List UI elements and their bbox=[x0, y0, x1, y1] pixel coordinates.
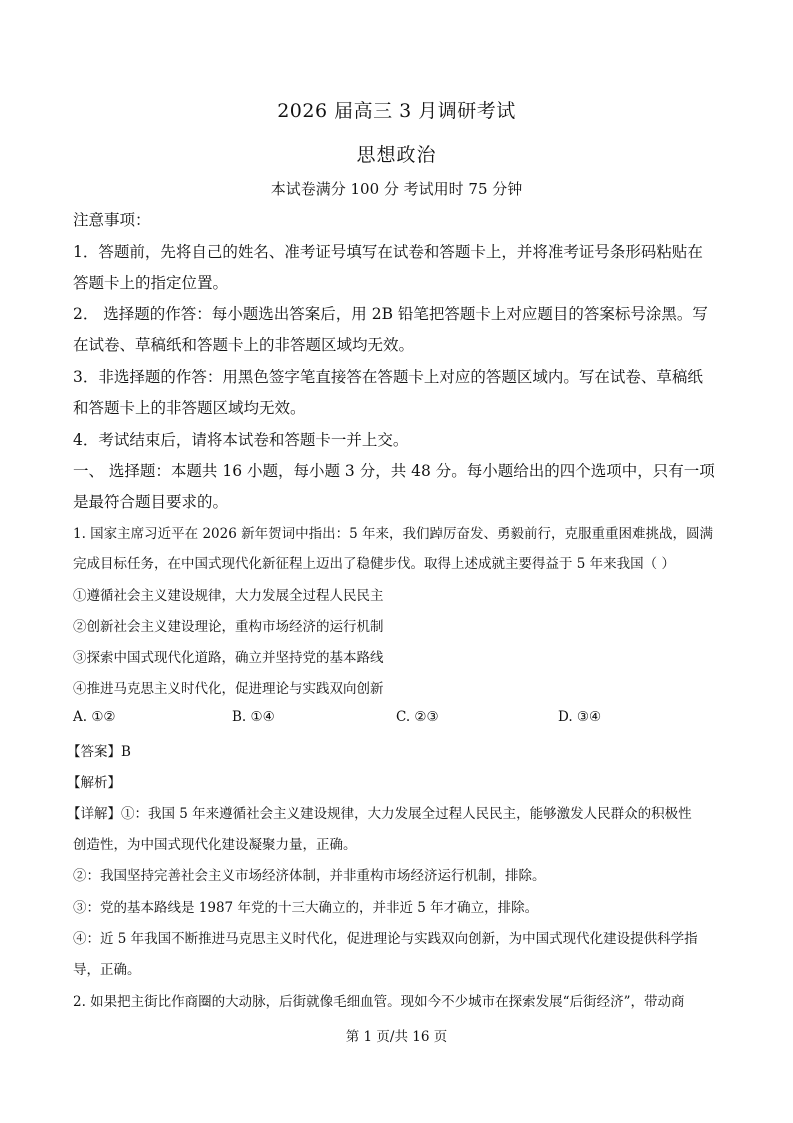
notice-item-2b: 在试卷、草稿纸和答题卡上的非答题区域均无效。 bbox=[73, 336, 415, 354]
q1-detail-line-5: ④：近 5 年我国不断推进马克思主义时代化，促进理论与实践双向创新，为中国式现代化建设提供科学指 bbox=[73, 931, 698, 947]
notice-item-2a: 2． 选择题的作答：每小题选出答案后，用 2B 铅笔把答题卡上对应题目的答案标号涂黑。写 bbox=[73, 305, 708, 323]
q1-choice-4: ④推进马克思主义时代化，促进理论与实践双向创新 bbox=[73, 681, 384, 697]
q1-choice-1: ①遵循社会主义建设规律，大力发展全过程人民民主 bbox=[73, 588, 384, 604]
exam-meta: 本试卷满分 100 分 考试用时 75 分钟 bbox=[270, 180, 523, 198]
notice-item-3b: 和答题卡上的非答题区域均无效。 bbox=[73, 399, 306, 417]
section-heading-line-2: 是最符合题目要求的。 bbox=[73, 493, 229, 511]
exam-subject: 思想政治 bbox=[356, 144, 437, 166]
q1-choice-2: ②创新社会主义建设理论，重构市场经济的运行机制 bbox=[73, 619, 384, 635]
q1-stem-line-1: 1. 国家主席习近平在 2026 新年贺词中指出：5 年来，我们踔厉奋发、勇毅前行，克服重重困难挑战，圆满 bbox=[73, 526, 713, 542]
section-heading-line-1: 一、 选择题：本题共 16 小题，每小题 3 分，共 48 分。每小题给出的四个选项中，只有一项 bbox=[73, 462, 715, 480]
exam-title: 2026 届高三 3 月调研考试 bbox=[277, 100, 516, 122]
q1-detail-line-3: ②：我国坚持完善社会主义市场经济体制，并非重构市场经济运行机制，排除。 bbox=[73, 868, 546, 884]
q1-option-a: A. ①② bbox=[73, 709, 116, 725]
q1-analysis-heading: 【解析】 bbox=[67, 775, 121, 791]
q1-detail-line-1: 【详解】①：我国 5 年来遵循社会主义建设规律，大力发展全过程人民民主，能够激发人民群众的积极性 bbox=[67, 806, 692, 822]
notice-item-1a: 1．答题前，先将自己的姓名、准考证号填写在试卷和答题卡上，并将准考证号条形码粘贴在 bbox=[73, 243, 703, 261]
q1-option-b: B. ①④ bbox=[232, 709, 275, 725]
q1-option-c: C. ②③ bbox=[396, 709, 439, 725]
notice-item-1b: 答题卡上的指定位置。 bbox=[73, 274, 229, 292]
q1-detail-line-4: ③：党的基本路线是 1987 年党的十三大确立的，并非近 5 年才确立，排除。 bbox=[73, 900, 539, 916]
q1-answer: 【答案】B bbox=[67, 744, 131, 760]
q1-choice-3: ③探索中国式现代化道路，确立并坚持党的基本路线 bbox=[73, 650, 384, 666]
q1-detail-line-6: 导，正确。 bbox=[73, 962, 141, 978]
q1-stem-line-2: 完成目标任务，在中国式现代化新征程上迈出了稳健步伐。取得上述成就主要得益于 5 年来我国（ ） bbox=[73, 556, 675, 572]
page-footer: 第 1 页/共 16 页 bbox=[345, 1029, 448, 1045]
notice-heading: 注意事项： bbox=[73, 211, 151, 229]
q1-option-d: D. ③④ bbox=[558, 709, 602, 725]
q2-stem-line-1: 2. 如果把主街比作商圈的大动脉，后街就像毛细血管。现如今不少城市在探索发展“后街经济”，带动商 bbox=[73, 994, 685, 1010]
notice-item-4: 4．考试结束后，请将本试卷和答题卡一并上交。 bbox=[73, 431, 409, 449]
notice-item-3a: 3．非选择题的作答：用黑色签字笔直接答在答题卡上对应的答题区域内。写在试卷、草稿纸 bbox=[73, 368, 703, 386]
q1-detail-line-2: 创造性，为中国式现代化建设凝聚力量，正确。 bbox=[73, 837, 357, 853]
